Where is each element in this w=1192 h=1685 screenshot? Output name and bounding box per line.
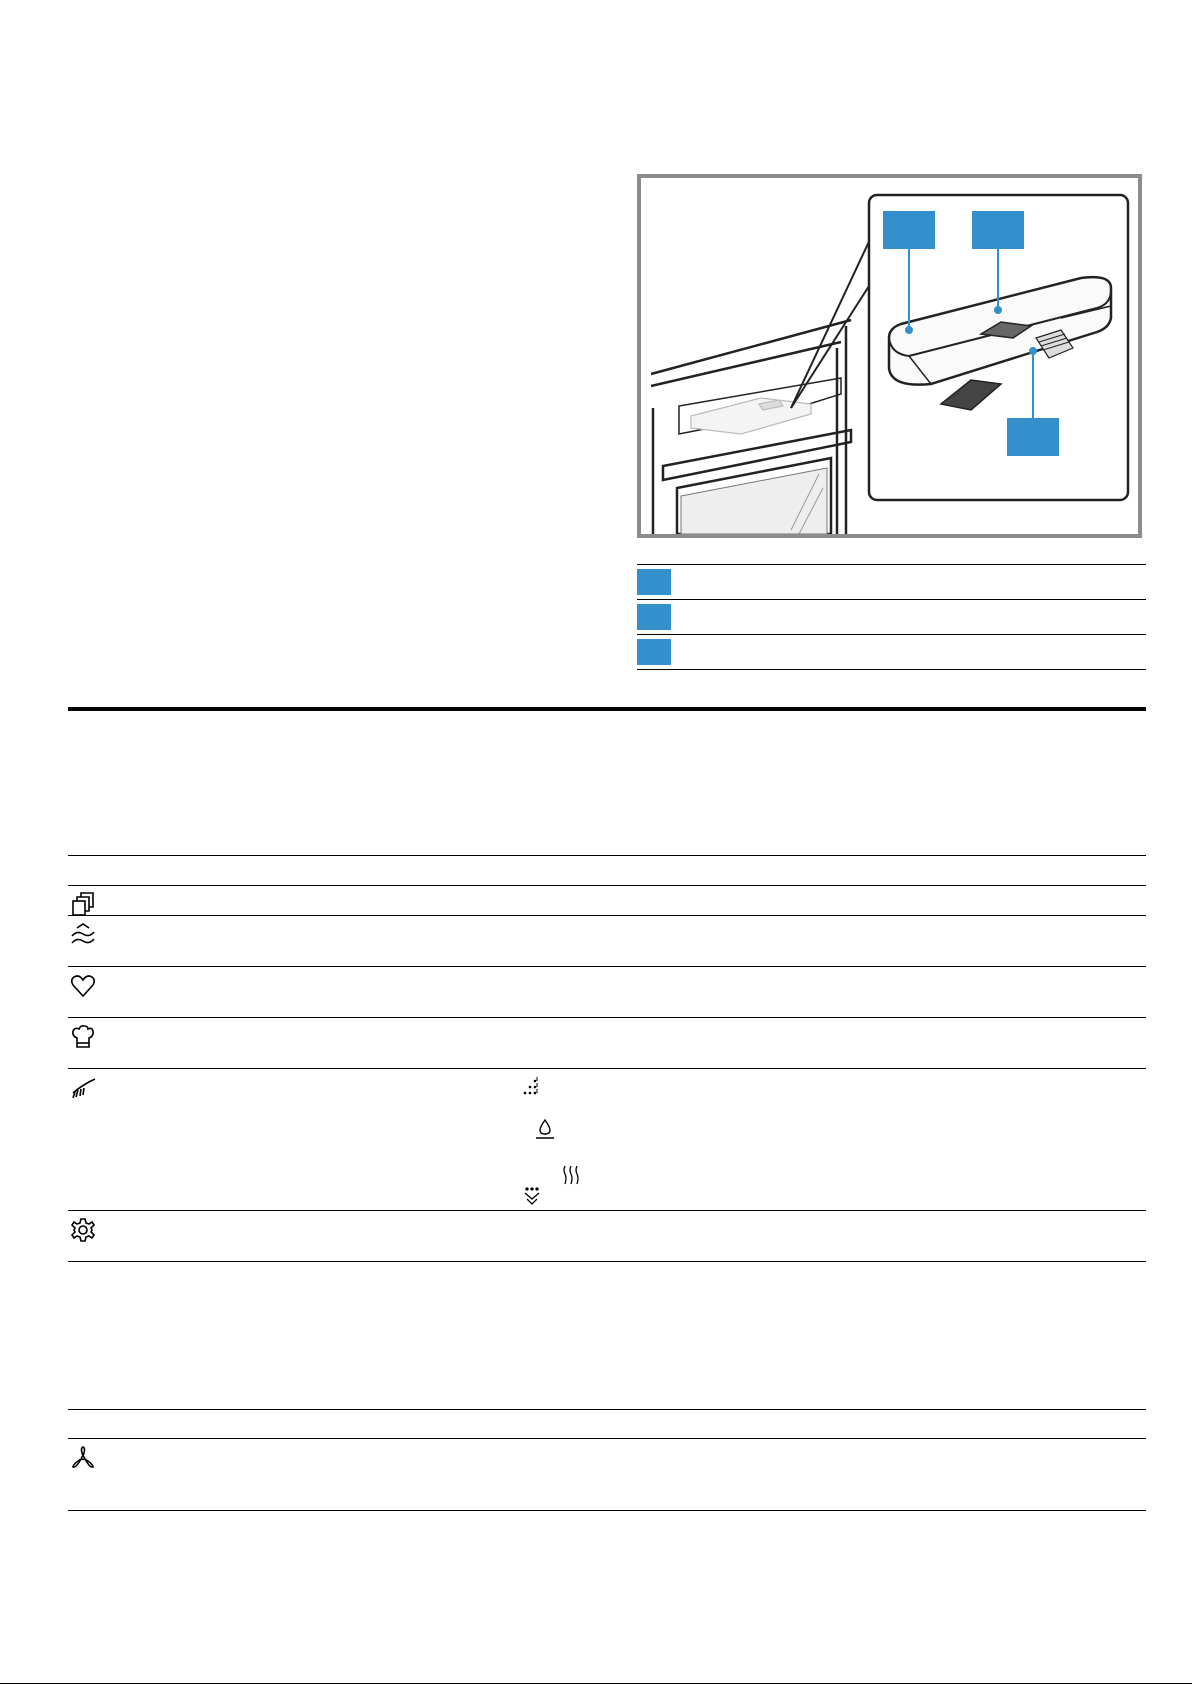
table-row [68, 1017, 1146, 1068]
chef-hat-icon [70, 1024, 96, 1050]
footer-rule [0, 1683, 1192, 1684]
table-row [68, 1438, 1146, 1511]
table-row [68, 966, 1146, 1017]
legend-badge-2 [637, 604, 671, 630]
gear-icon [70, 1217, 96, 1243]
marker-3 [1007, 418, 1059, 456]
section-divider [68, 707, 1146, 711]
water-drop-icon [534, 1117, 556, 1139]
descale-dots-icon [521, 1075, 543, 1097]
oven-water-tank-illustration [637, 174, 1142, 538]
cleaning-brush-icon [70, 1075, 96, 1101]
table-row [68, 1210, 1146, 1262]
table-row [68, 885, 1146, 915]
legend-row-1 [637, 564, 1146, 599]
legend-row-3 [637, 634, 1146, 670]
rinse-drops-icon [521, 1185, 543, 1207]
legend-row-2 [637, 599, 1146, 634]
table-row [68, 915, 1146, 966]
fan-icon [70, 1445, 96, 1471]
marker-2 [972, 211, 1024, 249]
steam-waves-icon [70, 922, 96, 948]
heart-icon [70, 973, 96, 999]
table-header [68, 855, 1146, 885]
drying-heat-icon [560, 1164, 582, 1186]
legend-badge-3 [637, 639, 671, 665]
oven-illustration-svg [641, 178, 1138, 534]
table-header [68, 1409, 1146, 1438]
callout-lines [791, 233, 873, 408]
table-row [68, 1068, 1146, 1210]
marker-1 [883, 211, 935, 249]
legend-badge-1 [637, 569, 671, 595]
